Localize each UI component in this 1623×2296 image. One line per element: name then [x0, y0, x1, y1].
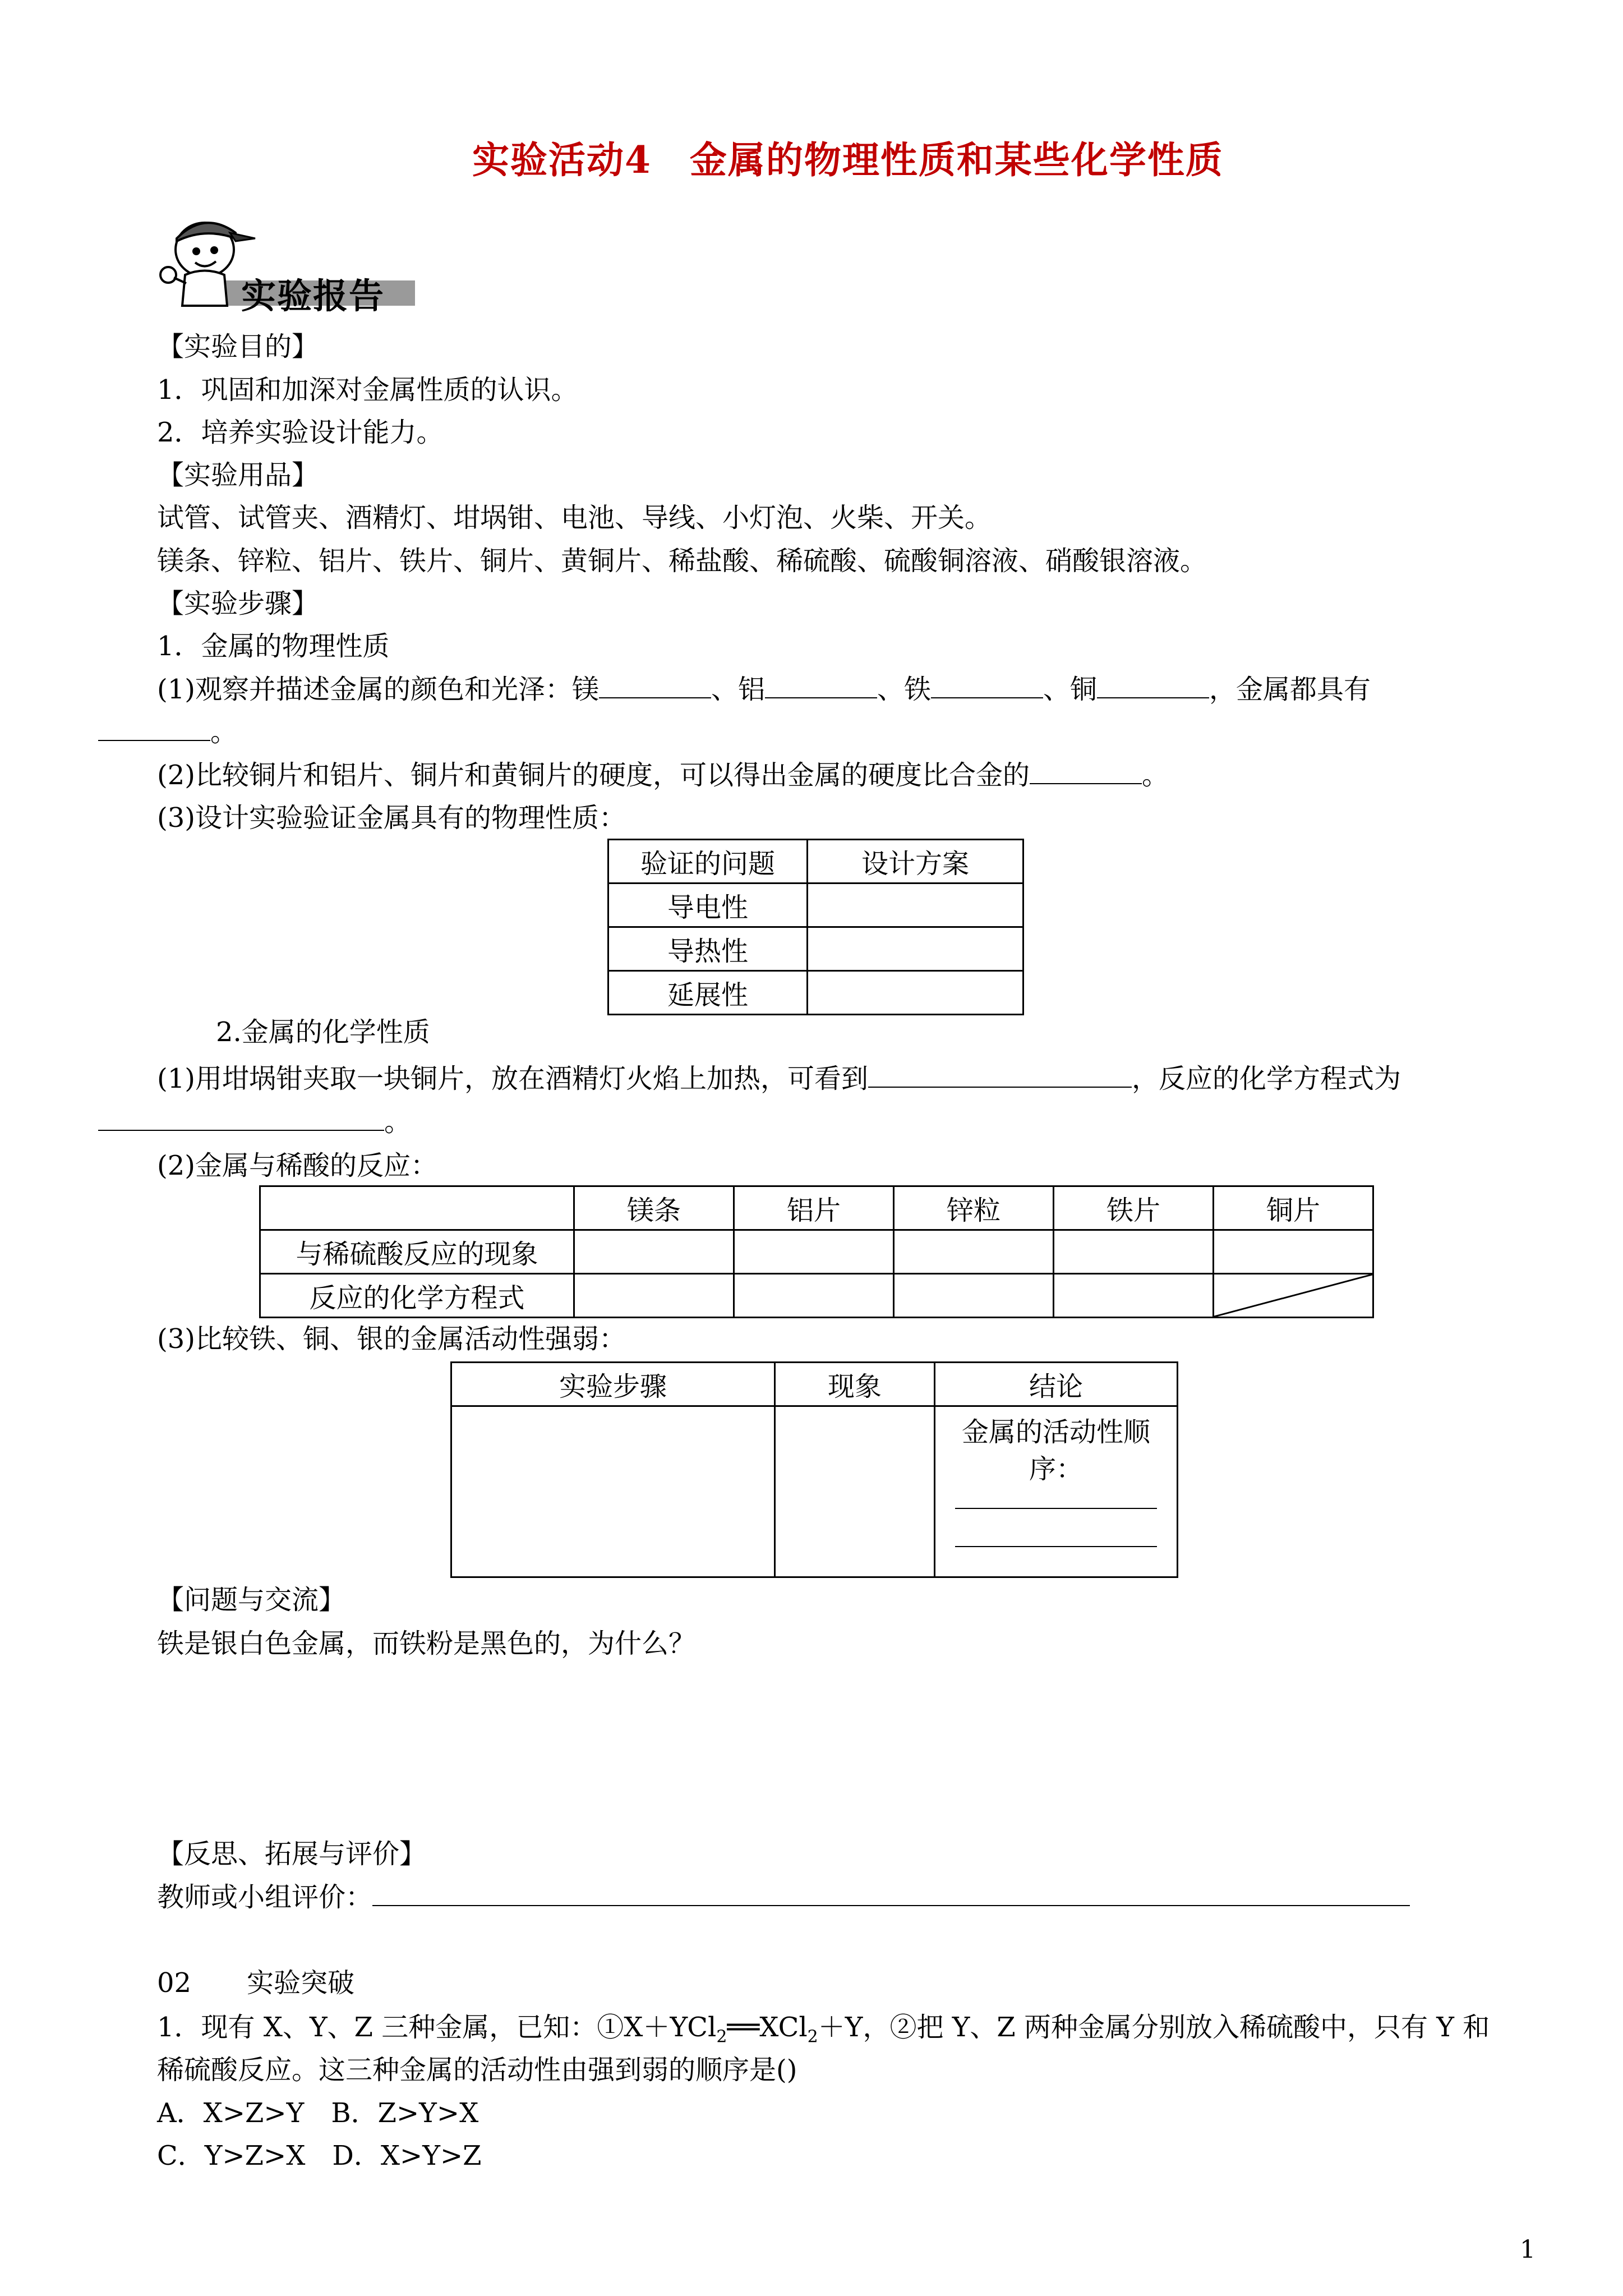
blank-common-property[interactable] [98, 715, 210, 741]
breakthrough-label: 实验突破 [247, 1967, 355, 1999]
table2-cell-crossed [1214, 1274, 1373, 1318]
materials-line-1: 试管、试管夹、酒精灯、坩埚钳、电池、导线、小灯泡、火柴、开关。 [157, 502, 992, 533]
purpose-item-1: 1．巩固和加深对金属性质的认识。 [157, 374, 578, 406]
experiment-report-logo [151, 208, 421, 314]
question-1-line-2: 稀硫酸反应。这三种金属的活动性由强到弱的顺序是() [157, 2054, 797, 2086]
table2-header-blank [260, 1186, 574, 1230]
table2-cell[interactable] [1054, 1230, 1214, 1274]
table2-header-copper: 铜片 [1214, 1186, 1373, 1230]
table3-cell-phenomenon[interactable] [775, 1406, 935, 1577]
table1-header-question: 验证的问题 [608, 840, 808, 884]
reflection-line: 教师或小组评价： [157, 1880, 1410, 1914]
discussion-question: 铁是银白色金属，而铁粉是黑色的，为什么？ [157, 1628, 696, 1659]
blank-observation[interactable] [868, 1062, 1132, 1088]
table1-header-plan: 设计方案 [808, 840, 1023, 884]
table2-header-aluminum: 铝片 [734, 1186, 894, 1230]
conclusion-blank-1[interactable] [955, 1504, 1157, 1509]
table1-cell-plan-3[interactable] [808, 971, 1023, 1015]
purpose-item-2: 2．培养实验设计能力。 [157, 417, 444, 448]
table2-header-iron: 铁片 [1054, 1186, 1214, 1230]
table2-header-zinc: 锌粒 [894, 1186, 1054, 1230]
table3-cell-conclusion[interactable] [935, 1406, 1178, 1577]
table2-cell[interactable] [574, 1230, 734, 1274]
table2-cell[interactable] [734, 1274, 894, 1318]
table2-cell[interactable] [1214, 1230, 1373, 1274]
materials-line-2: 镁条、锌粒、铝片、铁片、铜片、黄铜片、稀盐酸、稀硫酸、硫酸铜溶液、硝酸银溶液。 [157, 545, 1207, 577]
conclusion-blank-2[interactable] [955, 1543, 1157, 1547]
section-reflection: 【反思、拓展与评价】 [157, 1838, 427, 1870]
table2-cell[interactable] [574, 1274, 734, 1318]
diagonal-line [1214, 1274, 1372, 1317]
conclusion-text-2: 序： [1029, 1453, 1083, 1485]
table2-cell[interactable] [1054, 1274, 1214, 1318]
blank-aluminum[interactable] [765, 673, 877, 698]
step2-question-1: (1)用坩埚钳夹取一块铜片，放在酒精灯火焰上加热，可看到 ，反应的化学方程式为 [157, 1063, 1401, 1094]
table3-header-conclusion: 结论 [935, 1363, 1178, 1406]
step1-question-1: (1)观察并描述金属的颜色和光泽：镁 、铝 、铁 、铜 ，金属都具有 [157, 674, 1371, 705]
table3-header-steps: 实验步骤 [451, 1363, 775, 1406]
question-1-line-1: 1．现有 X、Y、Z 三种金属，已知：①X＋YCl$_2$══XCl$_2$＋Y，②把 Y、Z 两种金属分别放入稀硫酸中，只有 Y 和 [157, 2012, 1490, 2047]
section-discussion: 【问题与交流】 [157, 1584, 346, 1616]
page-title: 实验活动4 金属的物理性质和某些化学性质 [472, 138, 1224, 182]
section-materials: 【实验用品】 [157, 459, 319, 491]
step1-title: 1．金属的物理性质 [157, 631, 390, 662]
table2-cell[interactable] [894, 1230, 1054, 1274]
logo-text: 实验报告 [241, 275, 385, 316]
question-1-options-1[interactable]: A．X>Z>Y B．Z>Y>X [157, 2097, 479, 2129]
step2-question-1-cont: 。 [98, 1105, 411, 1139]
conclusion-text-1: 金属的活动性顺 [961, 1416, 1150, 1448]
physical-properties-table [607, 839, 1024, 1015]
table1-row-thermal: 导热性 [608, 927, 808, 971]
blank-equation[interactable] [98, 1105, 384, 1131]
table1-cell-plan-2[interactable] [808, 927, 1023, 971]
breakthrough-number: 02 [157, 1967, 192, 1999]
table2-row-phenomenon: 与稀硫酸反应的现象 [260, 1230, 574, 1274]
table3-header-phenomenon: 现象 [775, 1363, 935, 1406]
step2-title: 2.金属的化学性质 [216, 1016, 430, 1048]
section-purpose: 【实验目的】 [157, 331, 319, 362]
section-steps: 【实验步骤】 [157, 588, 319, 619]
table1-cell-plan-1[interactable] [808, 884, 1023, 927]
table2-row-equation: 反应的化学方程式 [260, 1274, 574, 1318]
activity-comparison-table [450, 1361, 1178, 1578]
step1-question-1-cont: 。 [98, 715, 237, 749]
table3-cell-steps[interactable] [451, 1406, 775, 1577]
table2-header-magnesium: 镁条 [574, 1186, 734, 1230]
question-1-options-2[interactable]: C．Y>Z>X D．X>Y>Z [157, 2140, 482, 2171]
page-number: 1 [1520, 2235, 1536, 2264]
step2-question-3: (3)比较铁、铜、银的金属活动性强弱： [157, 1323, 626, 1355]
table1-row-ductility: 延展性 [608, 971, 808, 1015]
blank-hardness[interactable] [1030, 758, 1142, 784]
step2-question-2: (2)金属与稀酸的反应： [157, 1150, 437, 1181]
step1-question-3: (3)设计实验验证金属具有的物理性质： [157, 802, 626, 834]
blank-copper[interactable] [1097, 673, 1209, 698]
acid-reaction-table [259, 1185, 1374, 1318]
blank-magnesium[interactable] [599, 673, 711, 698]
table2-cell[interactable] [894, 1274, 1054, 1318]
blank-evaluation[interactable] [372, 1880, 1410, 1906]
table2-cell[interactable] [734, 1230, 894, 1274]
step1-question-2: (2)比较铜片和铝片、铜片和黄铜片的硬度，可以得出金属的硬度比合金的 。 [157, 760, 1169, 791]
table1-row-conductivity: 导电性 [608, 884, 808, 927]
blank-iron[interactable] [931, 673, 1043, 698]
